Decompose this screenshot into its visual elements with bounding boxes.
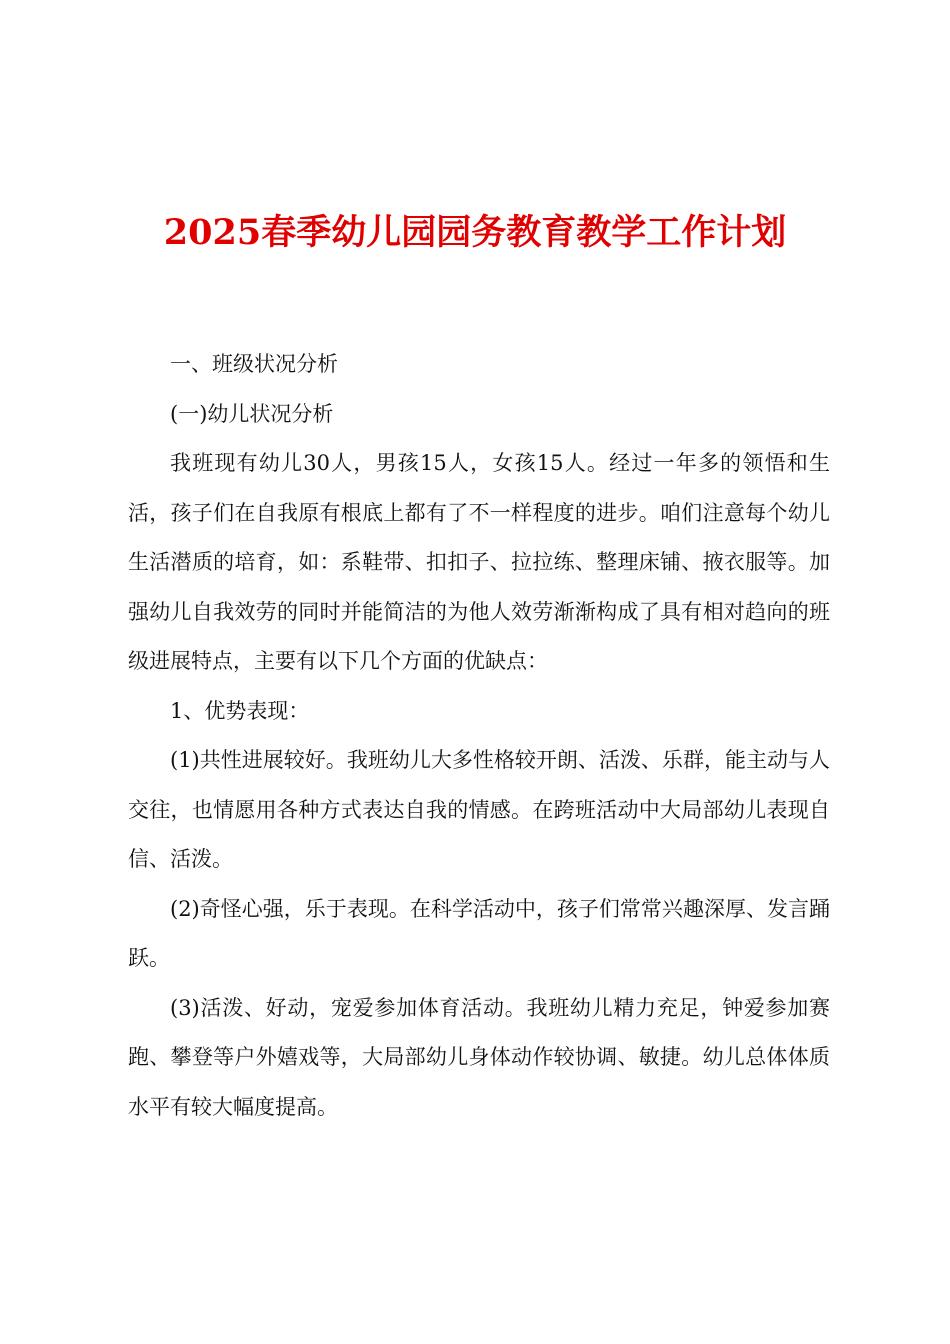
document-body <box>128 340 830 1132</box>
list-item: (1)共性进展较好。我班幼儿大多性格较开朗、活泼、乐群，能主动与人交往，也情愿用各种方式表达自我的情感。在跨班活动中大局部幼儿表现自信、活泼。 <box>128 748 830 871</box>
list-item: (3)活泼、好动，宠爱参加体育活动。我班幼儿精力充足，钟爱参加赛跑、攀登等户外嬉戏等，大局部幼儿身体动作较协调、敏捷。幼儿总体体质水平有较大幅度提高。 <box>128 995 830 1119</box>
list-item: (2)奇怪心强，乐于表现。在科学活动中，孩子们常常兴趣深厚、发言踊跃。 <box>128 896 830 970</box>
section-heading: 一、班级状况分析 <box>170 352 338 376</box>
document-title: 2025春季幼儿园园务教育教学工作计划 <box>163 212 787 254</box>
subsection-heading: (一)幼儿状况分析 <box>170 401 334 426</box>
list-heading: 1、优势表现： <box>170 698 310 723</box>
body-paragraph: 我班现有幼儿30人，男孩15人，女孩15人。经过一年多的领悟和生活，孩子们在自我原有根底上都有了不一样程度的进步。咱们注意每个幼儿生活潜质的培育，如：系鞋带、扣扣子、拉拉练、整理床铺、掖衣服等。加强幼儿自我效劳的同时并能简洁的为他人效劳渐渐构成了具有相对趋向的班级进展特点，主要有以下几个方面的优缺点： <box>128 451 830 673</box>
